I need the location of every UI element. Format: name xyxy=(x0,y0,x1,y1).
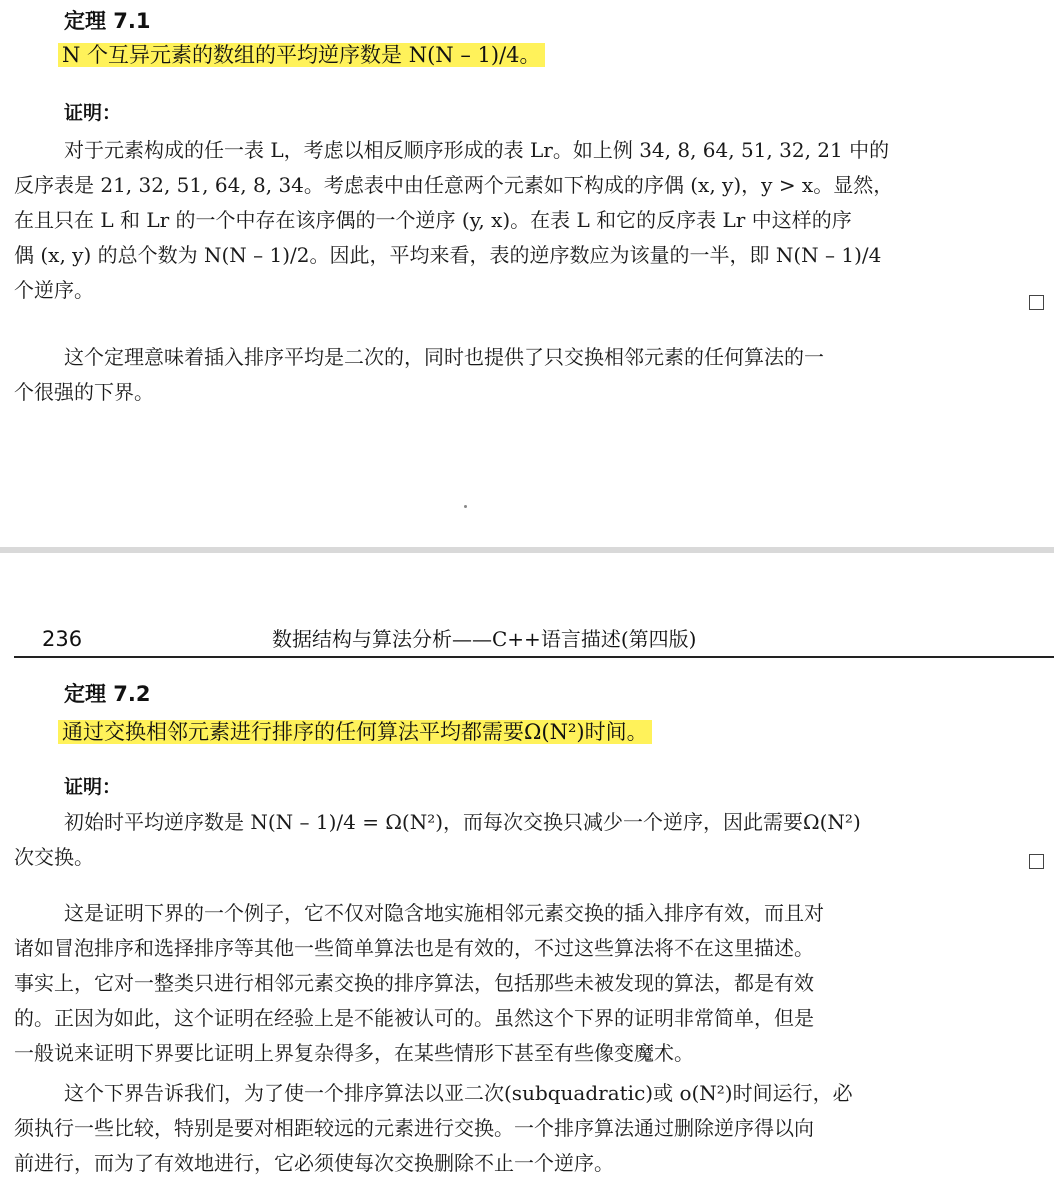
header-rule xyxy=(14,656,1054,658)
paragraph-line: 前进行，而为了有效地进行，它必须使每次交换删除不止一个逆序。 xyxy=(14,1151,614,1175)
theorem-7-2-title: 定理 7.2 xyxy=(64,682,151,706)
proof-line: 在且只在 L 和 Lr 的一个中存在该序偶的一个逆序 (y, x)。在表 L 和它的反序表 Lr 中这样的序 xyxy=(14,208,852,232)
page-top xyxy=(0,0,1054,547)
page-number: 236 xyxy=(42,627,83,651)
running-title: 数据结构与算法分析——C++语言描述(第四版) xyxy=(272,627,697,651)
paragraph-line: 须执行一些比较，特别是要对相距较远的元素进行交换。一个排序算法通过删除逆序得以向 xyxy=(14,1116,814,1140)
paragraph-line: 这个下界告诉我们，为了使一个排序算法以亚二次(subquadratic)或 o(N²)时间运行，必 xyxy=(64,1081,853,1105)
proof-line: 初始时平均逆序数是 N(N – 1)/4 = Ω(N²)，而每次交换只减少一个逆序，因此需要Ω(N²) xyxy=(64,810,861,834)
proof-line: 反序表是 21, 32, 51, 64, 8, 34。考虑表中由任意两个元素如下构成的序偶 (x, y)，y > x。显然， xyxy=(14,173,894,197)
paragraph xyxy=(14,1076,1046,1181)
proof-body xyxy=(14,805,1046,875)
paragraph-line: 事实上，它对一整类只进行相邻元素交换的排序算法，包括那些未被发现的算法，都是有效 xyxy=(14,971,814,995)
paragraph xyxy=(14,340,1046,410)
highlighted-theorem-statement: 通过交换相邻元素进行排序的任何算法平均都需要Ω(N²)时间。 xyxy=(58,720,652,744)
page-bottom xyxy=(0,553,1054,1201)
proof-line: 偶 (x, y) 的总个数为 N(N – 1)/2。因此，平均来看，表的逆序数应为该量的一半，即 N(N – 1)/4 xyxy=(14,243,882,267)
paragraph-line: 一般说来证明下界要比证明上界复杂得多，在某些情形下甚至有些像变魔术。 xyxy=(14,1041,694,1065)
paragraph-line: 个很强的下界。 xyxy=(14,380,154,404)
proof-line: 对于元素构成的任一表 L，考虑以相反顺序形成的表 Lr。如上例 34, 8, 64, 51, 32, 21 中的 xyxy=(64,138,890,162)
proof-line: 次交换。 xyxy=(14,845,94,869)
highlighted-theorem-statement: N 个互异元素的数组的平均逆序数是 N(N – 1)/4。 xyxy=(58,43,545,67)
theorem-7-1-statement xyxy=(58,40,545,70)
theorem-7-1-title: 定理 7.1 xyxy=(64,9,151,33)
proof-title: 证明： xyxy=(64,102,122,124)
qed-icon xyxy=(1029,854,1044,869)
paragraph-line: 诸如冒泡排序和选择排序等其他一些简单算法也是有效的，不过这些算法将不在这里描述。 xyxy=(14,936,814,960)
paragraph-line: 这是证明下界的一个例子，它不仅对隐含地实施相邻元素交换的插入排序有效，而且对 xyxy=(64,901,824,925)
proof-title: 证明： xyxy=(64,776,122,798)
proof-body xyxy=(14,133,1046,308)
theorem-7-2-statement xyxy=(58,717,652,747)
proof-line: 个逆序。 xyxy=(14,278,94,302)
paragraph xyxy=(14,896,1046,1071)
paragraph-line: 的。正因为如此，这个证明在经验上是不能被认可的。虽然这个下界的证明非常简单，但是 xyxy=(14,1006,814,1030)
qed-icon xyxy=(1029,295,1044,310)
scan-speck xyxy=(464,505,467,508)
paragraph-line: 这个定理意味着插入排序平均是二次的，同时也提供了只交换相邻元素的任何算法的一 xyxy=(64,345,824,369)
